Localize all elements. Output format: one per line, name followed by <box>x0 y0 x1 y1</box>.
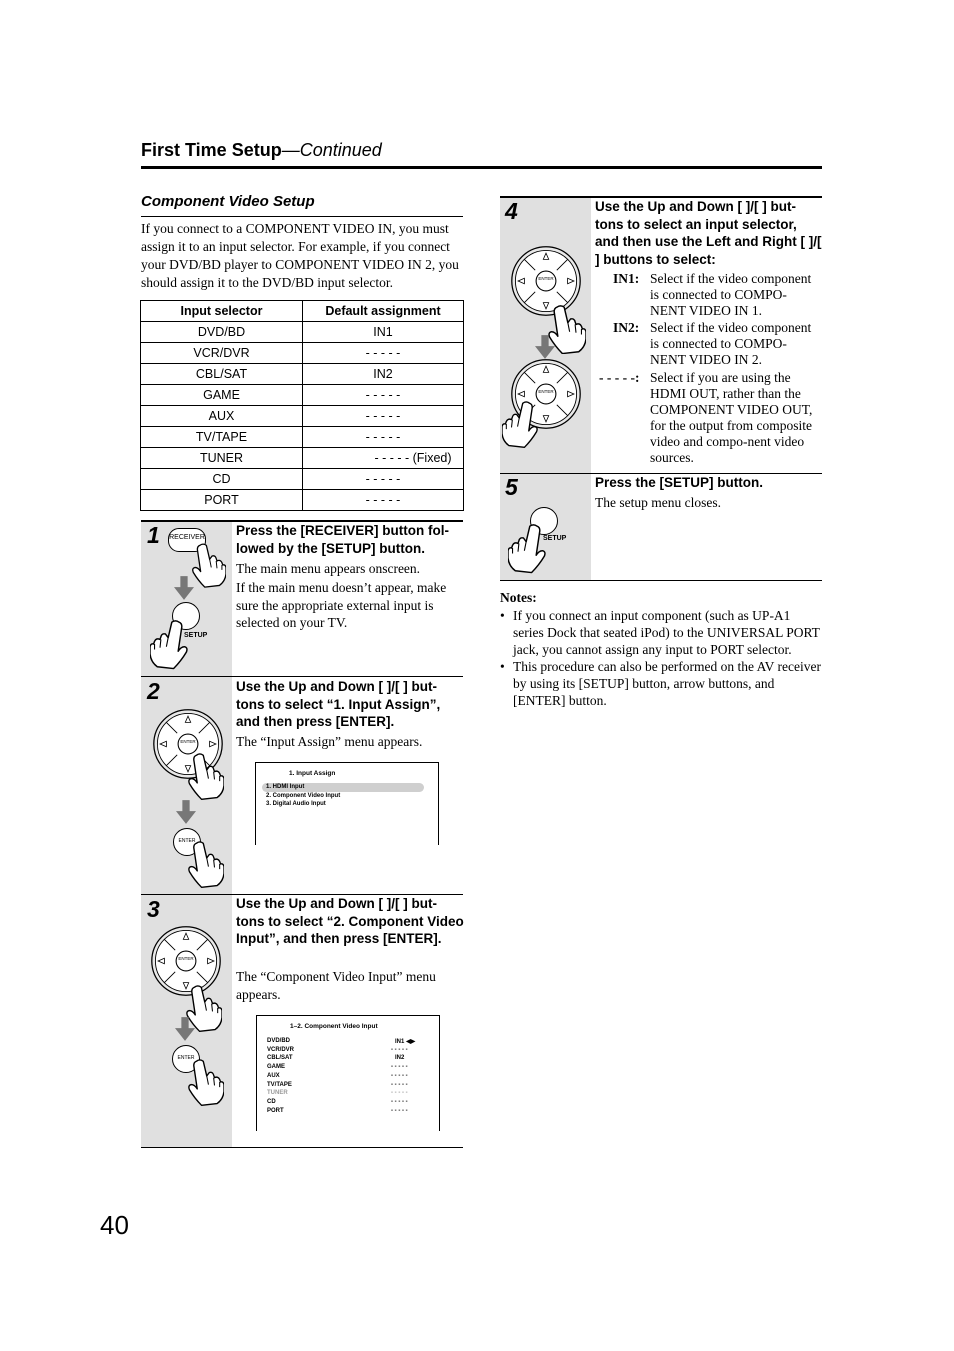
table-row <box>141 343 464 364</box>
table-cell: CBL/SAT <box>141 364 303 385</box>
step-heading: Use the Up and Down [ ]/[ ] but-tons to select “1. Input Assign”, and then press [ENTER]. <box>236 679 441 729</box>
step-number: 1 <box>147 522 160 548</box>
table-cell: TUNER <box>141 448 303 469</box>
pointing-hand-icon <box>186 840 224 888</box>
setup-button-label: SETUP <box>184 632 208 639</box>
table-header: Input selector <box>141 301 303 322</box>
screen-row-label: CD <box>267 1099 276 1105</box>
header-title <box>141 140 382 161</box>
setup-button-label: SETUP <box>543 535 567 542</box>
screen-menu-item: 2. Component Video Input <box>266 793 341 799</box>
page-number: 40 <box>100 1210 129 1240</box>
definition-desc: Select if you are using the HDMI OUT, rather than the COMPONENT VIDEO OUT, for the output from composite video and compo-nent video sources. <box>650 370 813 465</box>
table-row <box>141 322 464 343</box>
table-cell: PORT <box>141 490 303 511</box>
table-cell: - - - - - <box>303 469 464 490</box>
step-heading: Press the [RECEIVER] button fol-lowed by the [SETUP] button. <box>236 523 450 556</box>
dpad-enter-label: ENTER <box>178 956 194 961</box>
definition-term: IN1: <box>613 271 640 286</box>
definition-desc: Select if the video component is connected to COMPO-NENT VIDEO IN 2. <box>650 320 812 367</box>
screen-row-value: - - - - - <box>391 1047 408 1053</box>
step-divider <box>141 676 463 677</box>
screen-row-label: CBL/SAT <box>267 1055 293 1061</box>
assignment-table <box>140 300 464 511</box>
screen-row-label: DVD/BD <box>267 1038 291 1044</box>
section-rule <box>141 216 463 217</box>
step-divider <box>500 580 822 581</box>
table-cell: - - - - - <box>303 385 464 406</box>
table-cell: GAME <box>141 385 303 406</box>
step-body: The setup menu closes. <box>595 495 721 510</box>
step-number: 5 <box>505 474 518 500</box>
table-cell: - - - - - <box>303 406 464 427</box>
intro-paragraph: If you connect to a COMPONENT VIDEO IN, you must assign it to an input selector. For example, if you connect your DVD/BD player to COMPONENT VIDEO IN 2, you should assign it to the DVD/BD input selector. <box>141 221 459 290</box>
table-cell: IN2 <box>303 364 464 385</box>
screen-title: 1–2. Component Video Input <box>290 1023 378 1030</box>
definition-term: IN2: <box>613 320 640 335</box>
table-header: Default assignment <box>303 301 464 322</box>
notes-list <box>500 607 822 709</box>
definition-term: - - - - -: <box>599 370 640 385</box>
step-number: 3 <box>147 896 160 922</box>
down-arrow-icon <box>535 335 555 359</box>
screen-row-value: - - - - - <box>391 1090 408 1096</box>
step-heading: Use the Up and Down [ ]/[ ] but-tons to select an input selector, and then use the Left and Right [ ]/[ ] buttons to select: <box>595 199 822 267</box>
table-cell: - - - - - <box>303 490 464 511</box>
table-cell: CD <box>141 469 303 490</box>
dpad-enter-label: ENTER <box>538 276 554 281</box>
table-cell: VCR/DVR <box>141 343 303 364</box>
pointing-hand-icon <box>508 522 548 574</box>
table-cell: DVD/BD <box>141 322 303 343</box>
table-row <box>141 448 464 469</box>
screen-menu-item: 1. HDMI Input <box>266 784 305 790</box>
input-assign-screen <box>255 762 439 845</box>
pointing-hand-icon <box>186 1058 224 1106</box>
step-body: The “Input Assign” menu appears. <box>236 734 423 749</box>
step-number: 2 <box>147 678 160 704</box>
component-video-screen <box>256 1015 440 1131</box>
enter-button-label: ENTER <box>177 1055 195 1061</box>
table-cell: - - - - - <box>303 343 464 364</box>
definition-desc: Select if the video component is connected to COMPO-NENT VIDEO IN 1. <box>650 271 812 318</box>
screen-title: 1. Input Assign <box>289 770 336 777</box>
table-cell: AUX <box>141 406 303 427</box>
header-rule <box>141 166 822 169</box>
section-title: Component Video Setup <box>141 193 315 210</box>
down-arrow-icon <box>174 576 194 600</box>
step-heading: Use the Up and Down [ ]/[ ] but-tons to select “2. Component Video Input”, and then press [ENTER]. <box>236 896 464 946</box>
table-row <box>141 469 464 490</box>
table-cell: - - - - - (Fixed) <box>303 448 464 469</box>
screen-row-label: AUX <box>267 1073 280 1079</box>
screen-row-value: IN2 <box>395 1055 405 1061</box>
receiver-button-label: RECEIVER <box>169 534 205 541</box>
screen-row-value: - - - - - <box>391 1082 408 1088</box>
screen-menu-item: 3. Digital Audio Input <box>266 801 326 807</box>
step-heading: Press the [SETUP] button. <box>595 475 764 490</box>
table-cell: IN1 <box>303 322 464 343</box>
pointing-hand-icon <box>150 618 190 670</box>
step-body: The “Component Video Input” menu appears. <box>236 969 436 1002</box>
step-body: If the main menu doesn’t appear, make sure the appropriate external input is selected on your TV. <box>236 580 447 630</box>
screen-row-label: TV/TAPE <box>267 1082 292 1088</box>
notes-title: Notes: <box>500 590 537 605</box>
screen-row-value: - - - - - <box>391 1073 408 1079</box>
table-row <box>141 490 464 511</box>
screen-row-label: VCR/DVR <box>267 1047 295 1053</box>
screen-row-label: PORT <box>267 1108 284 1114</box>
screen-row-label: GAME <box>267 1064 285 1070</box>
step-number: 4 <box>505 198 518 224</box>
pointing-hand-icon <box>502 398 540 450</box>
table-row <box>141 406 464 427</box>
down-arrow-icon <box>176 800 196 824</box>
screen-row-value: - - - - - <box>391 1064 408 1070</box>
header-title-text: First Time Setup <box>141 140 282 160</box>
table-row <box>141 364 464 385</box>
table-row <box>141 427 464 448</box>
dpad-enter-label: ENTER <box>180 739 196 744</box>
screen-row-value: IN1 ◀▶ <box>395 1039 416 1045</box>
enter-button-label: ENTER <box>178 838 196 844</box>
table-cell: TV/TAPE <box>141 427 303 448</box>
pointing-hand-icon <box>190 542 226 588</box>
screen-row-value: - - - - - <box>391 1099 408 1105</box>
header-continued: —Continued <box>281 140 382 160</box>
table-row <box>141 385 464 406</box>
step-divider <box>141 1147 463 1148</box>
pointing-hand-icon <box>186 752 224 800</box>
note-item: • This procedure can also be performed on the AV receiver by using its [SETUP] button, arrow buttons, and [ENTER] button. <box>500 658 822 709</box>
screen-row-value: - - - - - <box>391 1108 408 1114</box>
dpad-enter-label: ENTER <box>538 389 554 394</box>
screen-row-label: TUNER <box>267 1090 288 1096</box>
step-body: The main menu appears onscreen. <box>236 561 421 576</box>
table-cell: - - - - - <box>303 427 464 448</box>
note-item: • If you connect an input component (such as UP-A1 series Dock that seated iPod) to the UNIVERSAL PORT jack, you cannot assign any input to PORT selector. <box>500 607 822 658</box>
down-arrow-icon <box>175 1017 195 1041</box>
table-header-row <box>141 301 464 322</box>
